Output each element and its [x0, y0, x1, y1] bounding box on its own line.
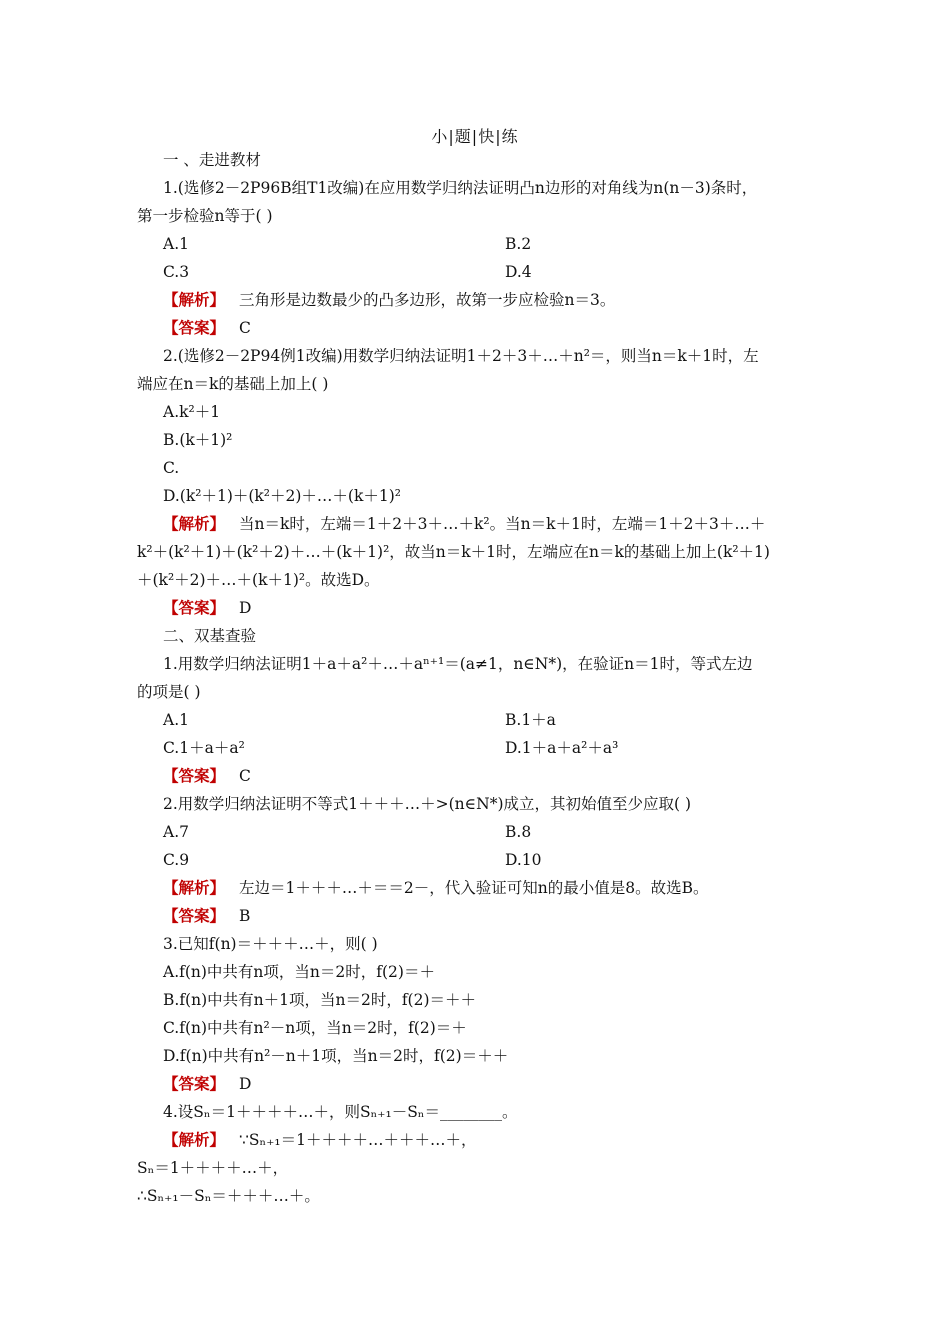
answer-label: 【答案】 [163, 318, 226, 337]
option-b: B.(k＋1)² [163, 431, 233, 449]
question-1-text-cont: 第一步检验n等于( ) [137, 207, 273, 225]
section-heading-1: 一 、走进教材 [163, 151, 261, 169]
answer-value: D [239, 1075, 252, 1093]
explanation-text: 左边＝1＋＋＋…＋＝＝2－，代入验证可知n的最小值是8。故选B。 [239, 879, 709, 897]
practice-1-text: 1.用数学归纳法证明1＋a＋a²＋…＋aⁿ⁺¹＝(a≠1，n∈N*)，在验证n＝1时，等式左边 [163, 655, 753, 673]
explanation-label: 【解析】 [163, 1130, 226, 1149]
explanation-text: ∵Sₙ₊₁＝1＋＋＋＋…＋＋＋…＋， [239, 1131, 477, 1149]
answer-label: 【答案】 [163, 598, 226, 617]
option-b: B.2 [505, 235, 532, 253]
explanation-row [163, 878, 843, 898]
answer-row [163, 906, 843, 926]
answer-value: C [239, 319, 251, 337]
explanation-row [163, 514, 843, 534]
practice-2-text: 2.用数学归纳法证明不等式1＋＋＋…＋>(n∈N*)成立，其初始值至少应取( ) [163, 795, 692, 813]
answer-label: 【答案】 [163, 766, 226, 785]
option-c: C.f(n)中共有n²－n项，当n＝2时，f(2)＝＋ [163, 1019, 467, 1037]
practice-3-text: 3.已知f(n)＝＋＋＋…＋，则( ) [163, 935, 378, 953]
option-a: A.7 [163, 823, 189, 841]
explanation-row [163, 1130, 843, 1150]
answer-row [163, 766, 843, 786]
explanation-label: 【解析】 [163, 514, 226, 533]
practice-1-text-cont: 的项是( ) [137, 683, 201, 701]
option-b: B.8 [505, 823, 532, 841]
option-d: D.(k²＋1)＋(k²＋2)＋…＋(k＋1)² [163, 487, 401, 505]
option-b: B.1＋a [505, 711, 556, 729]
question-2-text-cont: 端应在n＝k的基础上加上( ) [137, 375, 329, 393]
answer-value: B [239, 907, 251, 925]
answer-label: 【答案】 [163, 1074, 226, 1093]
explanation-text-cont: ＋(k²＋2)＋…＋(k＋1)²。故选D。 [137, 571, 380, 589]
option-a: A.f(n)中共有n项，当n＝2时，f(2)＝＋ [163, 963, 435, 981]
explanation-text: 三角形是边数最少的凸多边形，故第一步应检验n＝3。 [239, 291, 616, 309]
option-c: C.3 [163, 263, 190, 281]
explanation-label: 【解析】 [163, 878, 226, 897]
option-a: A.k²＋1 [163, 403, 221, 421]
option-c: C.9 [163, 851, 190, 869]
question-1-text: 1.(选修2－2P96B组T1改编)在应用数学归纳法证明凸n边形的对角线为n(n－3)条时， [163, 179, 758, 197]
explanation-label: 【解析】 [163, 290, 226, 309]
explanation-text-cont: ∴Sₙ₊₁－Sₙ＝＋＋＋…＋。 [137, 1187, 320, 1205]
explanation-row [163, 290, 843, 310]
page-title: 小|题|快|练 [431, 127, 519, 146]
answer-value: D [239, 599, 252, 617]
option-d: D.f(n)中共有n²－n＋1项，当n＝2时，f(2)＝＋＋ [163, 1047, 509, 1065]
explanation-text: 当n＝k时，左端＝1＋2＋3＋…＋k²。当n＝k＋1时，左端＝1＋2＋3＋…＋ [239, 515, 766, 533]
answer-value: C [239, 767, 251, 785]
option-c: C. [163, 459, 180, 477]
option-d: D.4 [505, 263, 532, 281]
answer-label: 【答案】 [163, 906, 226, 925]
answer-row [163, 1074, 843, 1094]
section-heading-2: 二、双基查验 [163, 627, 257, 645]
option-d: D.10 [505, 851, 542, 869]
practice-4-text: 4.设Sₙ＝1＋＋＋＋…＋，则Sₙ₊₁－Sₙ＝________。 [163, 1103, 518, 1121]
explanation-text-cont: k²＋(k²＋1)＋(k²＋2)＋…＋(k＋1)²，故当n＝k＋1时，左端应在n＝k的基础上加上(k²＋1) [137, 543, 770, 561]
option-d: D.1＋a＋a²＋a³ [505, 739, 619, 757]
explanation-text-cont: Sₙ＝1＋＋＋＋…＋， [137, 1159, 289, 1177]
answer-row [163, 598, 843, 618]
question-2-text: 2.(选修2－2P94例1改编)用数学归纳法证明1＋2＋3＋…＋n²＝，则当n＝k＋1时，左 [163, 347, 759, 365]
option-b: B.f(n)中共有n＋1项，当n＝2时，f(2)＝＋＋ [163, 991, 477, 1009]
option-a: A.1 [163, 235, 189, 253]
option-a: A.1 [163, 711, 189, 729]
option-c: C.1＋a＋a² [163, 739, 245, 757]
answer-row [163, 318, 843, 338]
